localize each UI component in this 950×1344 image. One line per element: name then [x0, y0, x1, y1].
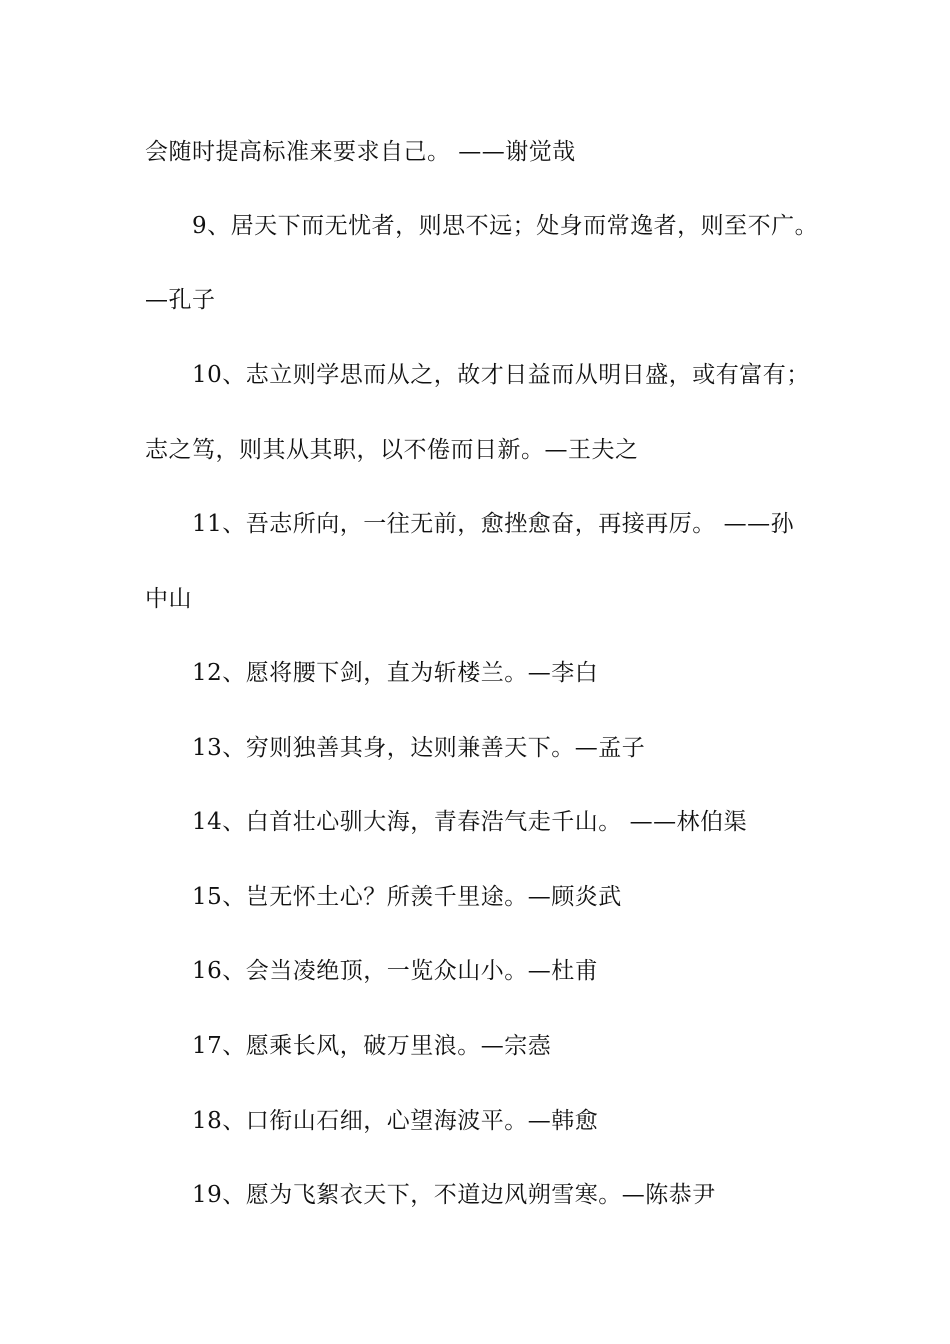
text-line: 志之笃，则其从其职，以不倦而日新。—王夫之 — [145, 437, 639, 463]
quote-16: 16、会当凌绝顶，一览众山小。—杜甫 — [192, 958, 599, 984]
quote-13: 13、穷则独善其身，达则兼善天下。—孟子 — [192, 735, 646, 761]
quote-11: 11、吾志所向，一往无前，愈挫愈奋，再接再厉。 ——孙 — [192, 511, 795, 537]
quote-12: 12、愿将腰下剑，直为斩楼兰。—李白 — [192, 660, 599, 686]
text-line: 中山 — [145, 586, 192, 612]
quote-10: 10、志立则学思而从之，故才日益而从明日盛，或有富有； — [192, 362, 810, 388]
text-line: —孔子 — [145, 287, 216, 313]
text-line: 会随时提高标准来要求自己。 ——谢觉哉 — [145, 139, 576, 165]
quote-14: 14、白首壮心驯大海，青春浩气走千山。 ——林伯渠 — [192, 809, 748, 835]
quote-18: 18、口衔山石细，心望海波平。—韩愈 — [192, 1108, 599, 1134]
quote-17: 17、愿乘长风，破万里浪。—宗悫 — [192, 1033, 552, 1059]
quote-19: 19、愿为飞絮衣天下，不道边风朔雪寒。—陈恭尹 — [192, 1182, 716, 1208]
quote-9: 9、居天下而无忧者，则思不远；处身而常逸者，则至不广。 — [192, 213, 819, 239]
quote-15: 15、岂无怀土心？所羡千里途。—顾炎武 — [192, 884, 622, 910]
